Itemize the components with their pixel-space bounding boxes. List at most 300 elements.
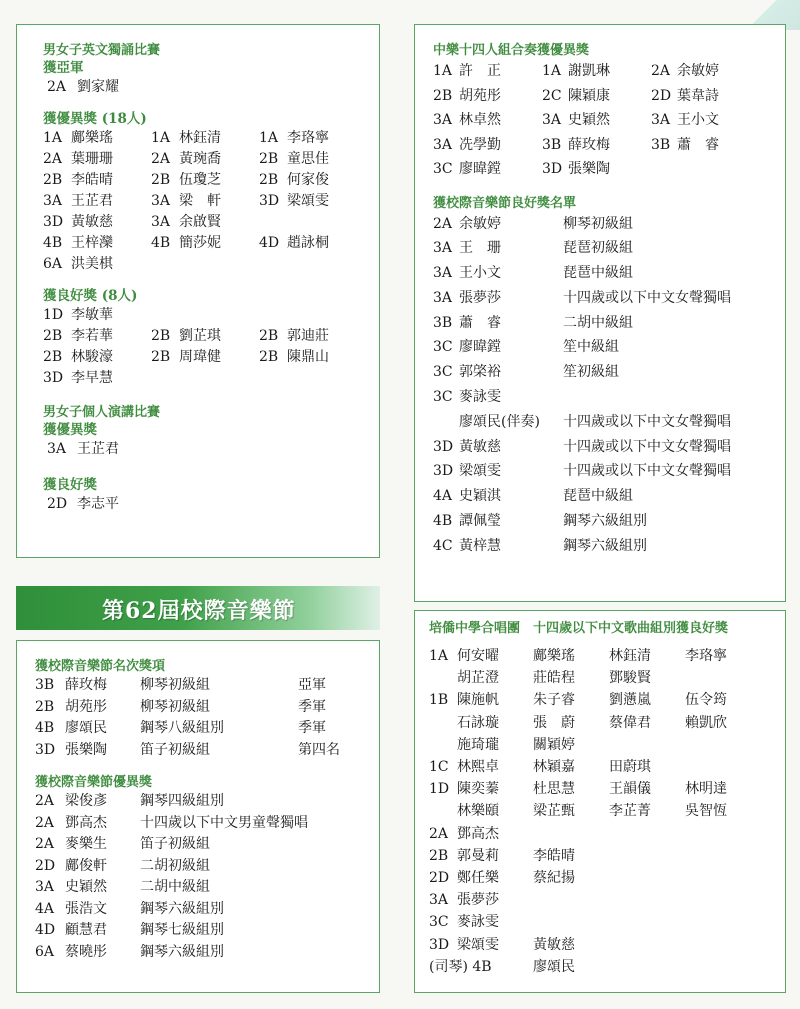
- merit-list: [43, 128, 379, 275]
- student-name: 史穎然: [568, 112, 610, 128]
- student-class: 6A: [43, 256, 63, 272]
- category: 柳琴初級組: [140, 698, 210, 715]
- student-name: [533, 823, 609, 845]
- student-class: 2A: [43, 151, 63, 167]
- student-name: 陳鼎山: [287, 349, 329, 365]
- category: 二胡初級組: [140, 857, 210, 874]
- student-name: [685, 845, 765, 867]
- student-entry: [259, 347, 367, 368]
- student-class: (司琴) 4B: [429, 958, 492, 975]
- student-name: 王小文: [677, 112, 719, 128]
- student-name: 麥詠雯: [459, 389, 501, 406]
- student-name: 李敏華: [71, 307, 113, 323]
- student-class: 2B: [429, 847, 449, 864]
- student-name: 林卓然: [459, 112, 501, 128]
- speech-proficiency-list: [43, 494, 379, 515]
- student-name: 陳穎康: [568, 87, 610, 104]
- student-name: [685, 889, 765, 911]
- category: 琵琶中級組: [563, 265, 633, 282]
- student-name: 廖暐鏜: [459, 339, 501, 356]
- student-entry: [43, 170, 151, 191]
- student-class: 4C: [433, 537, 453, 554]
- student-name: 顧慧君: [65, 922, 107, 938]
- student-name: 林熙卓: [457, 759, 499, 776]
- placing: 亞軍: [298, 677, 326, 693]
- student-name: 鄺樂瑤: [533, 648, 575, 664]
- student-name: 鄺樂瑤: [71, 130, 113, 146]
- student-class: 3D: [542, 161, 563, 177]
- student-class: [651, 157, 677, 182]
- choir-list: [429, 645, 785, 978]
- student-name: 梁頌雯: [459, 463, 501, 480]
- student-class: 2B: [151, 172, 171, 188]
- student-class: 4B: [433, 513, 453, 530]
- student-class: 1B: [429, 692, 449, 709]
- category: 十四歲或以下中文女聲獨唱: [563, 413, 731, 430]
- student-class: [429, 800, 457, 822]
- student-entry: [43, 305, 151, 326]
- student-entry: [43, 149, 151, 170]
- merit-label: 獲優異獎 (18人): [43, 111, 147, 127]
- student-class: 3A: [433, 240, 453, 257]
- student-name: 謝凱琳: [568, 63, 610, 79]
- student-name: 余敏婷: [677, 63, 719, 79]
- student-entry: [151, 191, 259, 212]
- student-name: 林鈺清: [609, 648, 651, 664]
- student-name: [609, 867, 685, 889]
- student-class: 3C: [433, 389, 453, 406]
- ensemble-list: [433, 59, 785, 182]
- student-entry: [259, 305, 367, 326]
- student-name: 廖頌民: [533, 958, 575, 975]
- student-name: 何安曜: [457, 648, 499, 664]
- student-name: [685, 667, 765, 689]
- student-name: 廖暐鏜: [459, 161, 501, 177]
- student-name: [685, 934, 765, 956]
- student-name: 鄧駿賢: [609, 670, 651, 687]
- ensemble-awards-box: [414, 24, 786, 602]
- student-entry: [47, 494, 379, 515]
- student-class: 1A: [433, 63, 453, 79]
- student-entry: [259, 233, 367, 254]
- category: 笛子初級組: [140, 741, 210, 758]
- student-name: 梁芷甄: [533, 803, 575, 820]
- student-entry: [43, 254, 151, 275]
- student-name: 劉家耀: [77, 79, 119, 95]
- choir-title: 培僑中學合唱團 十四歲以下中文歌曲組別獲良好獎: [429, 621, 729, 636]
- student-class: 3A: [35, 879, 55, 895]
- student-name: 胡芷澄: [457, 670, 499, 687]
- placing: 季軍: [298, 698, 326, 715]
- category: 柳琴初級組: [140, 677, 210, 693]
- student-name: [685, 756, 765, 778]
- student-class: 3B: [651, 136, 671, 153]
- student-entry: [259, 326, 367, 347]
- student-entry: [259, 149, 367, 170]
- student-class: 2B: [433, 87, 453, 104]
- student-name: 張樂陶: [65, 741, 107, 758]
- student-name: 周瑋健: [179, 349, 221, 365]
- student-name: 童思佳: [287, 151, 329, 167]
- category: 鋼琴六級組別: [140, 943, 224, 960]
- student-entry: [151, 368, 259, 389]
- student-name: 蔡紀揚: [533, 870, 575, 887]
- student-name: 朱子睿: [533, 692, 575, 709]
- student-class: 3B: [433, 314, 453, 331]
- student-entry: [151, 170, 259, 191]
- student-name: 胡苑彤: [65, 698, 107, 715]
- student-class: 3A: [429, 892, 449, 909]
- student-name: 葉韋詩: [677, 87, 719, 104]
- student-name: 李珞寧: [287, 130, 329, 146]
- student-name: 林駿濠: [71, 349, 113, 365]
- music-good-title: 獲校際音樂節良好獎名單: [433, 195, 577, 211]
- student-name: 郭棨裕: [459, 364, 501, 381]
- student-class: 3A: [651, 112, 671, 128]
- student-entry: [259, 191, 367, 212]
- student-name: 黃敏慈: [459, 438, 501, 455]
- proficiency-label: 獲良好獎 (8人): [43, 288, 138, 304]
- student-class: 4D: [259, 235, 280, 251]
- student-entry: [151, 233, 259, 254]
- student-class: 1A: [542, 63, 562, 79]
- student-name: 胡苑彤: [459, 87, 501, 104]
- student-name: 王小文: [459, 265, 501, 282]
- student-entry: [151, 326, 259, 347]
- category: 琵琶中級組: [563, 488, 633, 505]
- student-name: 史穎淇: [459, 488, 501, 505]
- student-name: [533, 911, 609, 933]
- student-name: 林明達: [685, 781, 727, 798]
- student-name: 黃敏慈: [533, 936, 575, 953]
- student-class: 1D: [429, 781, 450, 798]
- student-class: 1A: [429, 648, 449, 664]
- student-name: [685, 823, 765, 845]
- student-name: 李芷菁: [609, 803, 651, 820]
- student-class: 3A: [151, 193, 171, 209]
- student-class: 2A: [35, 793, 55, 809]
- student-name: 薛玫梅: [65, 677, 107, 693]
- student-class: 4D: [35, 922, 56, 938]
- category: 笙初級組: [563, 364, 619, 381]
- category: 笙中級組: [563, 339, 619, 356]
- student-name: 史穎然: [65, 879, 107, 895]
- student-name: 簡莎妮: [179, 235, 221, 251]
- student-name: 鄺俊軒: [65, 857, 107, 874]
- category: 十四歲或以下中文女聲獨唱: [563, 289, 731, 306]
- student-entry: [43, 368, 151, 389]
- student-name: [609, 911, 685, 933]
- student-name: 梁頌雯: [457, 936, 499, 953]
- english-awards-box: [16, 24, 380, 558]
- student-entry: [43, 233, 151, 254]
- student-class: 2D: [429, 870, 450, 887]
- student-name: [685, 734, 765, 756]
- student-entry: [259, 254, 367, 275]
- student-class: 2D: [651, 87, 672, 104]
- student-name: 蕭 睿: [459, 314, 501, 331]
- category: 笛子初級組: [140, 836, 210, 852]
- student-name: 麥詠雯: [457, 914, 499, 931]
- student-name: [685, 867, 765, 889]
- student-class: 1C: [429, 759, 449, 776]
- student-name: [609, 823, 685, 845]
- student-entry: [43, 212, 151, 233]
- student-entry: [47, 77, 379, 98]
- student-name: 李皓晴: [533, 847, 575, 864]
- category: 十四歲以下中文男童聲獨唱: [140, 814, 308, 831]
- student-name: 郭迪莊: [287, 328, 329, 344]
- student-name: 譚佩瑩: [459, 513, 501, 530]
- category: 鋼琴四級組別: [140, 793, 224, 809]
- student-class: 4B: [35, 720, 55, 736]
- student-name: 蕭 睿: [677, 136, 719, 153]
- student-name: 黃琬喬: [179, 151, 221, 167]
- student-name: 杜思慧: [533, 781, 575, 798]
- student-name: [685, 911, 765, 933]
- student-class: 3C: [433, 161, 453, 177]
- student-class: 2B: [43, 172, 63, 188]
- student-name: 王梓灤: [71, 235, 113, 251]
- student-class: 3C: [429, 914, 449, 931]
- student-class: 2B: [259, 328, 279, 344]
- student-name: 林樂頤: [457, 803, 499, 820]
- student-entry: [151, 347, 259, 368]
- music-awards-box: [16, 640, 380, 993]
- speech-merit-label: 獲優異獎: [43, 422, 97, 438]
- student-class: 2B: [259, 172, 279, 188]
- student-class: 3C: [433, 364, 453, 381]
- student-entry: [151, 254, 259, 275]
- speech-proficiency-label: 獲良好獎: [43, 477, 97, 493]
- student-entry: [151, 149, 259, 170]
- student-class: 3A: [151, 214, 171, 230]
- student-class: 6A: [35, 943, 55, 960]
- student-name: 劉懣嵐: [609, 692, 651, 709]
- student-name: 廖頌民: [65, 720, 107, 736]
- student-name: [609, 934, 685, 956]
- student-class: 3A: [542, 112, 562, 128]
- student-name: 洪美棋: [71, 256, 113, 272]
- student-class: [429, 712, 457, 734]
- music-placings-table: [35, 675, 379, 761]
- student-class: 2A: [35, 836, 55, 852]
- student-name: 黃敏慈: [71, 214, 113, 230]
- student-class: 3D: [433, 438, 454, 455]
- student-class: 1A: [43, 130, 63, 146]
- student-name: 王韻儀: [609, 781, 651, 798]
- student-name: 關穎婷: [533, 736, 575, 753]
- music-good-table: [433, 212, 785, 559]
- student-entry: [43, 326, 151, 347]
- student-name: 張夢莎: [459, 289, 501, 306]
- student-class: 2A: [151, 151, 171, 167]
- student-name: 郭曼莉: [457, 847, 499, 864]
- student-class: 3A: [433, 265, 453, 282]
- student-name: 林穎嘉: [533, 759, 575, 776]
- student-name: 鄧高杰: [457, 825, 499, 842]
- student-class: 2A: [429, 825, 449, 842]
- student-class: 3C: [433, 339, 453, 356]
- student-entry: [259, 212, 367, 233]
- student-entry: [47, 439, 379, 460]
- student-class: 2D: [35, 857, 56, 874]
- student-name: 余啟賢: [179, 214, 221, 230]
- student-name: 蔡曉彤: [65, 943, 107, 960]
- student-name: [609, 734, 685, 756]
- runner-up-label: 獲亞軍: [43, 60, 84, 76]
- category: 鋼琴八級組別: [140, 720, 224, 736]
- music-merit-table: [35, 791, 379, 963]
- student-name: 葉珊珊: [71, 151, 113, 167]
- student-class: 4A: [433, 488, 453, 505]
- student-class: 4B: [43, 235, 63, 251]
- student-name: 施琦瓏: [457, 736, 499, 753]
- student-entry: [259, 128, 367, 149]
- student-name: 蔡偉君: [609, 714, 651, 731]
- student-entry: [151, 128, 259, 149]
- student-class: 2D: [47, 496, 68, 512]
- student-class: 4B: [151, 235, 171, 251]
- student-name: 王 珊: [459, 240, 501, 257]
- student-entry: [151, 212, 259, 233]
- student-class: 3A: [433, 289, 453, 306]
- student-class: [429, 734, 457, 756]
- student-name: 鄧高杰: [65, 814, 107, 831]
- student-name: 莊皓程: [533, 670, 575, 687]
- student-class: 1D: [43, 307, 64, 323]
- student-name: 許 正: [459, 63, 501, 79]
- proficiency-list: [43, 305, 379, 389]
- student-class: 2A: [47, 79, 67, 95]
- student-name: 劉芷琪: [179, 328, 221, 344]
- student-name: 張樂陶: [568, 161, 610, 177]
- student-class: 3D: [35, 741, 56, 758]
- speech-title: 男女子個人演講比賽: [43, 405, 161, 420]
- student-name: [685, 956, 765, 978]
- student-name: 賴凱欣: [685, 714, 727, 731]
- student-class: 3D: [429, 936, 450, 953]
- student-name: 冼學勤: [459, 136, 501, 153]
- speech-merit-list: [43, 439, 379, 460]
- student-name: 張 蔚: [533, 714, 575, 731]
- student-class: [433, 410, 459, 435]
- music-merit-title: 獲校際音樂節優異獎: [35, 775, 153, 790]
- student-name: 鄭任樂: [457, 870, 499, 887]
- student-name: 李若華: [71, 328, 113, 344]
- category: 鋼琴七級組別: [140, 922, 224, 938]
- student-name: 余敏婷: [459, 215, 501, 232]
- category: 十四歲或以下中文女聲獨唱: [563, 463, 731, 480]
- music-placings-title: 獲校際音樂節名次獎項: [35, 659, 166, 674]
- student-class: 2C: [542, 87, 562, 104]
- student-entry: [43, 347, 151, 368]
- student-name: 麥樂生: [65, 836, 107, 852]
- student-name: 李早慧: [71, 370, 113, 386]
- student-class: 3D: [259, 193, 280, 209]
- student-entry: [151, 305, 259, 326]
- student-name: 林鈺清: [179, 130, 221, 146]
- student-name: 張夢莎: [457, 892, 499, 909]
- student-name: 李皓晴: [71, 172, 113, 188]
- student-name: 伍瓊芝: [179, 172, 221, 188]
- student-class: 3A: [47, 441, 67, 457]
- student-class: 2B: [259, 151, 279, 167]
- category: 鋼琴六級組別: [563, 513, 647, 530]
- student-name: 王芷君: [77, 441, 119, 457]
- category: 鋼琴六級組別: [563, 537, 647, 554]
- student-name: 李珞寧: [685, 648, 727, 664]
- student-name: 廖頌民(伴奏): [459, 413, 540, 430]
- student-name: 吳智恆: [685, 803, 727, 820]
- ensemble-title: 中樂十四人組合奏獲優異獎: [433, 43, 590, 58]
- student-class: [429, 667, 457, 689]
- student-class: 4A: [35, 900, 55, 917]
- placing: 第四名: [298, 741, 340, 758]
- category: 十四歲或以下中文女聲獨唱: [563, 438, 731, 455]
- student-class: 1A: [151, 130, 171, 146]
- category: [563, 385, 793, 410]
- student-class: 1A: [259, 130, 279, 146]
- student-name: [609, 845, 685, 867]
- student-class: 2B: [43, 349, 63, 365]
- category: 琵琶初級組: [563, 240, 633, 257]
- student-class: 2A: [433, 215, 453, 232]
- student-name: 梁俊彥: [65, 793, 107, 809]
- student-name: 李志平: [77, 496, 119, 512]
- student-name: [533, 889, 609, 911]
- student-class: 2A: [35, 814, 55, 831]
- student-name: [609, 889, 685, 911]
- student-class: 3A: [433, 136, 453, 153]
- student-entry: [43, 191, 151, 212]
- student-entry: [259, 170, 367, 191]
- student-entry: [43, 128, 151, 149]
- category: 二胡中級組: [140, 879, 210, 895]
- student-name: 石詠璇: [457, 714, 499, 731]
- student-class: 3B: [35, 677, 55, 693]
- banner-title: 第62屆校際音樂節: [102, 598, 296, 624]
- student-class: 2B: [151, 328, 171, 344]
- student-class: 3D: [43, 370, 64, 386]
- student-name: 王芷君: [71, 193, 113, 209]
- student-name: 陳奕蓁: [457, 781, 499, 798]
- student-name: 伍令筠: [685, 692, 727, 709]
- student-name: 何家俊: [287, 172, 329, 188]
- student-class: 2B: [43, 328, 63, 344]
- student-class: 3B: [542, 136, 562, 153]
- student-class: 2A: [651, 63, 671, 79]
- student-class: 3D: [433, 463, 454, 480]
- runner-up-list: [43, 77, 379, 98]
- english-recitation-title: 男女子英文獨誦比賽: [43, 43, 161, 58]
- student-entry: [259, 368, 367, 389]
- student-name: [609, 956, 685, 978]
- student-name: 趙詠桐: [287, 235, 329, 251]
- student-name: [677, 157, 757, 182]
- student-name: 張浩文: [65, 900, 107, 917]
- student-name: 梁 軒: [179, 193, 221, 209]
- student-name: 陳施帆: [457, 692, 499, 709]
- student-class: 2B: [259, 349, 279, 365]
- student-name: 田蔚琪: [609, 759, 651, 776]
- student-class: 3A: [433, 112, 453, 128]
- music-festival-banner: [16, 586, 380, 630]
- student-name: 梁頌雯: [287, 193, 329, 209]
- category: 二胡中級組: [563, 314, 633, 331]
- choir-awards-box: [414, 610, 786, 993]
- category: 鋼琴六級組別: [140, 900, 224, 917]
